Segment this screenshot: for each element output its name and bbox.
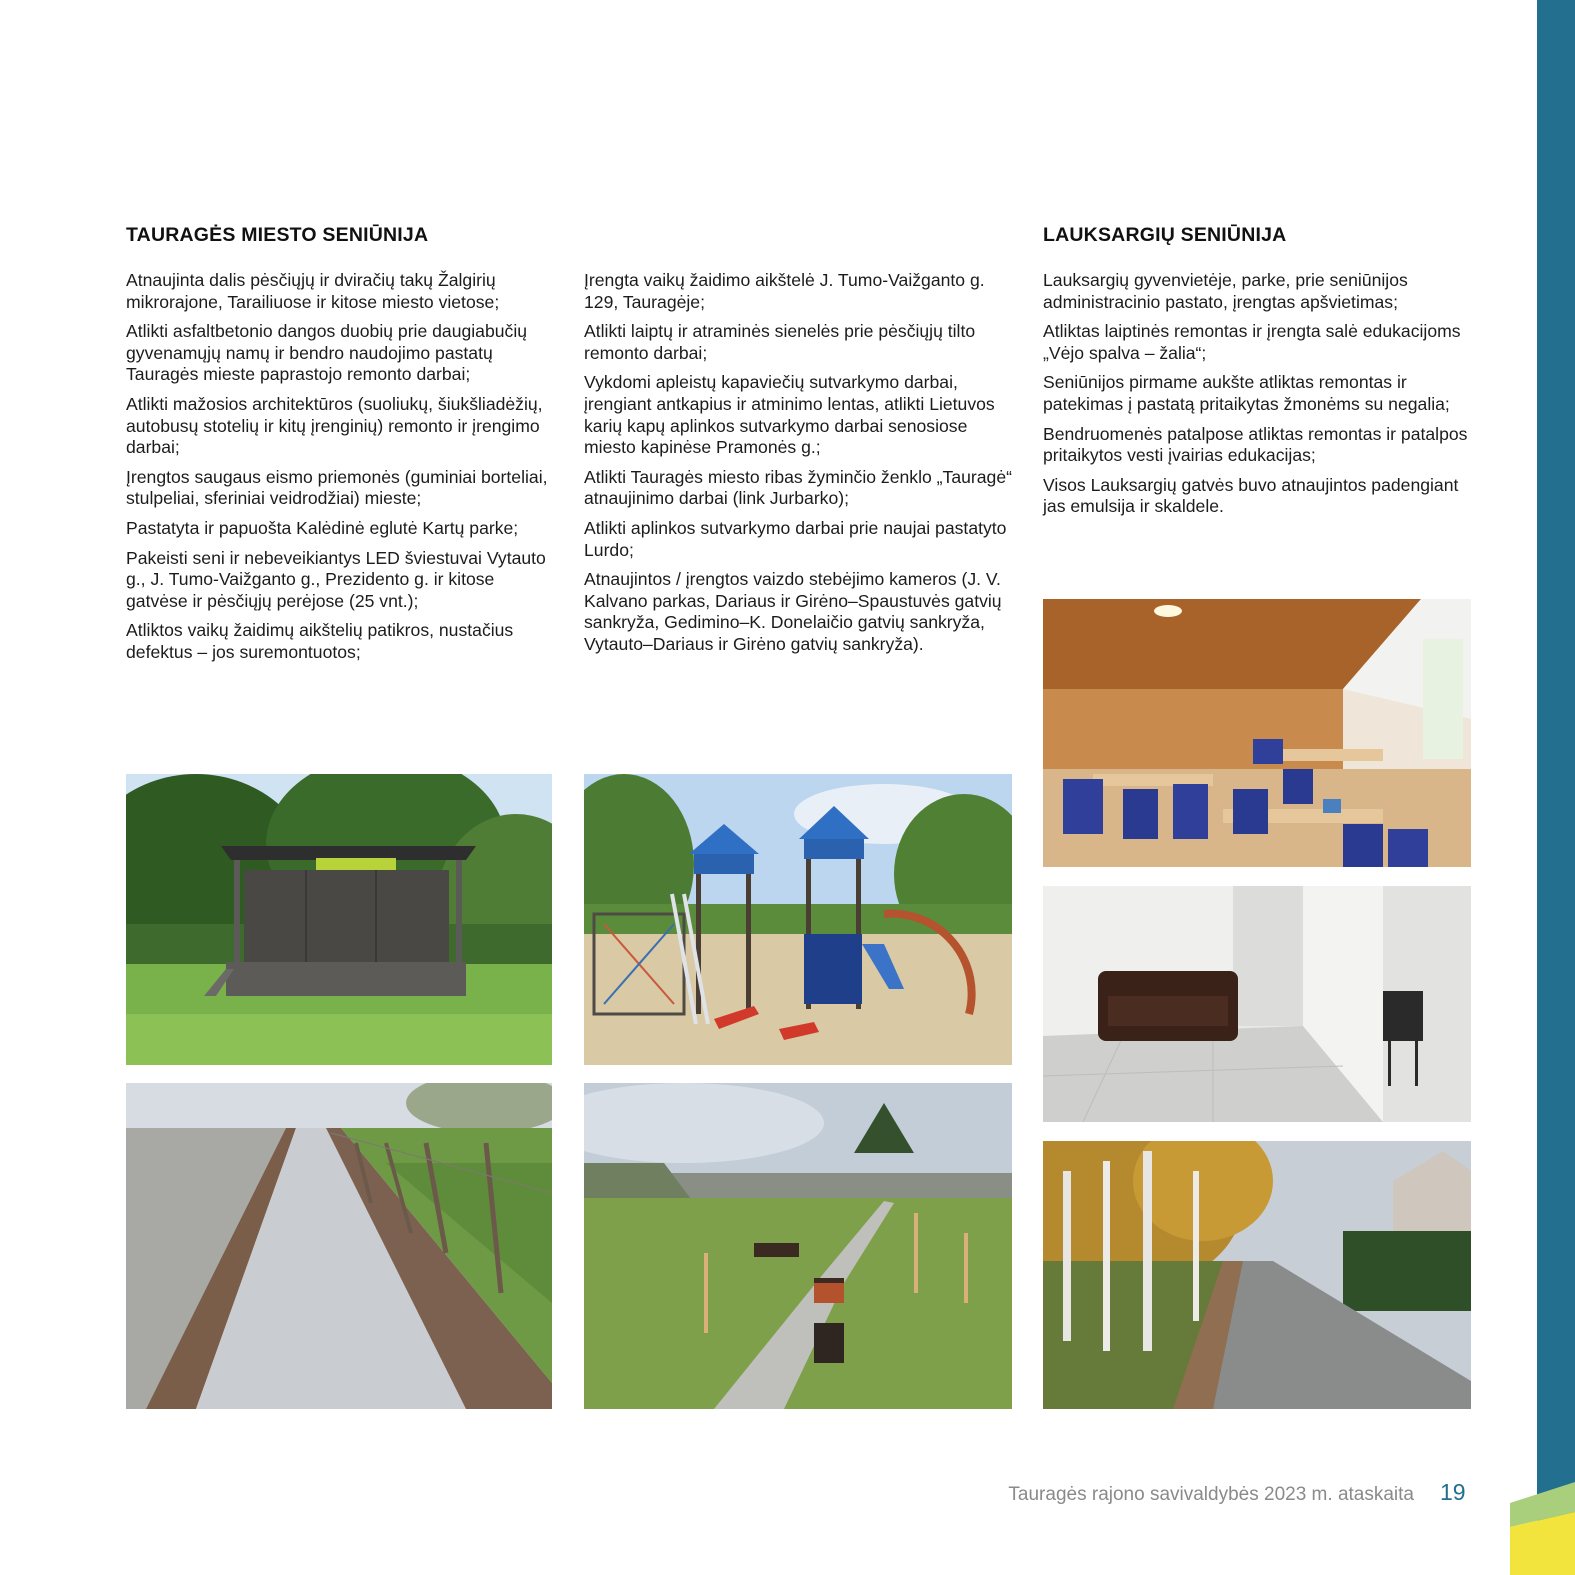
list-item: Atlikti laiptų ir atraminės sienelės prie pėsčiųjų tilto remonto darbai; [584,321,976,363]
list-item: Atlikti asfaltbetonio dangos duobių prie daugiabučių gyvenamųjų namų ir bendro naudojimo pastatų Tauragės mieste paprastojo remonto darbai; [126,321,528,385]
list-item: Įrengta vaikų žaidimo aikštelė J. Tumo-Vaižganto g. 129, Tauragėje; [584,270,985,312]
birch-street-photo [1043,1141,1471,1409]
list-item: Atlikti Tauragės miesto ribas žyminčio ženklo „Tauragė“ atnaujinimo darbai (link Jurbarko); [584,466,1012,509]
footer-report-title: Tauragės rajono savivaldybės 2023 m. ataskaita [1008,1484,1414,1505]
list-item: Atliktos vaikų žaidimų aikštelių patikros, nustačius defektus – jos suremontuotos; [126,620,514,662]
page-number: 19 [1440,1479,1466,1505]
list-item: Visos Lauksargių gatvės buvo atnaujintos padengiant jas emulsija ir skaldele. [1043,474,1459,517]
section-title-lauksargiai: LAUKSARGIŲ SENIŪNIJA [1043,224,1287,246]
section-title-taurage: TAURAGĖS MIESTO SENIŪNIJA [126,224,429,246]
playground-photo [584,774,1012,1065]
list-item: Bendruomenės patalpose atliktas remontas ir patalpos pritaikytos vesti įvairias edukacijas; [1043,423,1468,466]
outdoor-stage-photo [126,774,552,1065]
list-item: Atnaujinta dalis pėsčiųjų ir dviračių takų Žalgirių mikrorajone, Tarailiuose ir kitose miesto vietose; [126,270,500,312]
list-item: Vykdomi apleistų kapaviečių sutvarkymo darbai, įrengiant antkapius ir atminimo lentas, atlikti Lietuvos karių kapų aplinkos sutvarkymo darbai senosiose miesto kapinėse Pramonės g.; [584,372,995,458]
sidewalk-photo [126,1083,552,1409]
classroom-photo [1043,599,1471,867]
list-item: Įrengtos saugaus eismo priemonės (guminiai borteliai, stulpeliai, sferiniai veidrodžiai) mieste; [126,466,548,509]
list-item: Atlikti aplinkos sutvarkymo darbai prie naujai pastatyto Lurdo; [584,517,1007,560]
list-item: Pastatyta ir papuošta Kalėdinė eglutė Kartų parke; [126,517,519,538]
list-item: Seniūnijos pirmame aukšte atliktas remontas ir patekimas į pastatą pritaikytas žmonėms su negalia; [1043,372,1450,414]
right-edge-stripe [1537,0,1575,1575]
list-item: Atliktas laiptinės remontas ir įrengta salė edukacijoms „Vėjo spalva – žalia“; [1043,321,1461,363]
park-path-photo [584,1083,1012,1409]
column-1-text [126,270,558,672]
list-item: Pakeisti seni ir nebeveikiantys LED šviestuvai Vytauto g., J. Tumo-Vaižganto g., Prezidento g. ir kitose gatvėse ir pėsčiųjų perėjose (25 vnt.); [126,547,546,611]
list-item: Lauksargių gyvenvietėje, parke, prie seniūnijos administracinio pastato, įrengtas apšvietimas; [1043,270,1408,312]
hallway-photo [1043,886,1471,1122]
list-item: Atlikti mažosios architektūros (suoliukų, šiukšliadėžių, autobusų stotelių ir kitų įrenginių) remonto ir įrengimo darbai; [126,393,543,458]
column-2-text [584,270,1016,664]
list-item: Atnaujintos / įrengtos vaizdo stebėjimo kameros (J. V. Kalvano parkas, Dariaus ir Girėno–Spaustuvės gatvių sankryža, Gedimino–K. Donelaičio gatvių sankryža, Vytauto–Dariaus ir Girėno gatvių sankryža). [584,569,1002,654]
column-3-text [1043,270,1475,526]
corner-color-band [1510,1460,1575,1575]
